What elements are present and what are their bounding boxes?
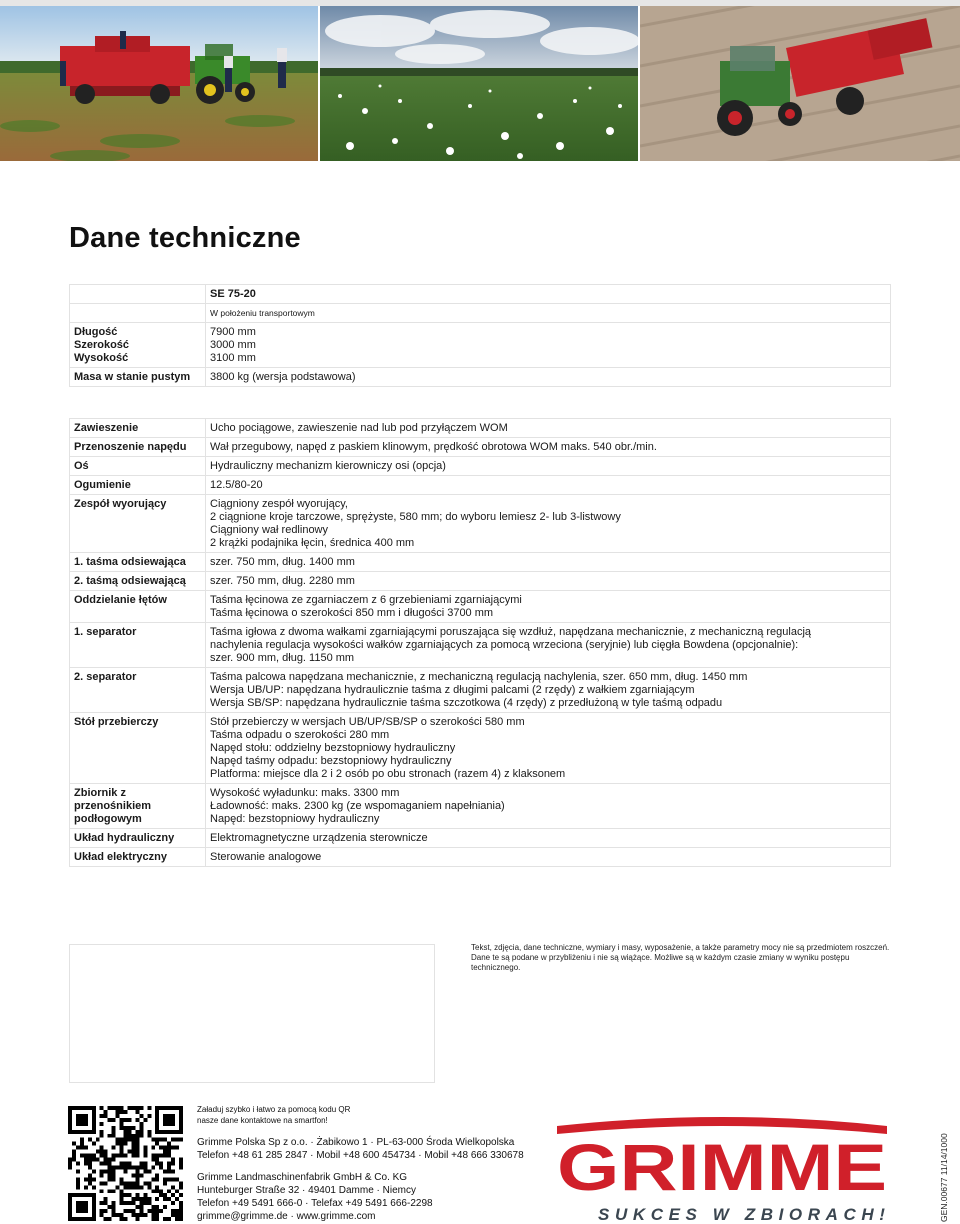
spec-row — [70, 784, 891, 829]
spec-label: 2. taśmą odsiewającą — [70, 572, 206, 591]
photo-harvester-tractor — [0, 6, 318, 161]
spec-label: 1. separator — [70, 623, 206, 668]
spec-value: Sterowanie analogowe — [206, 848, 891, 867]
spec-value: Taśma igłowa z dwoma wałkami zgarniającymi poruszająca się wzdłuż, napędzana mechanicznie, z mechaniczną regulacją nachylenia regulacja wysokości wałków zgarniających za pomocą wrzeciona (seryjnie) lub cięgła Bowdena (opcjonalnie): szer. 900 mm, dług. 1150 mm — [206, 623, 891, 668]
grimme-logo — [553, 1112, 891, 1198]
address-germany: Grimme Landmaschinenfabrik GmbH & Co. KG Hunteburger Straße 32 · 49401 Damme · Niemcy Telefon +49 5491 666-0 · Telefax +49 5491 666-2298 grimme@grimme.de · www.grimme.com — [197, 1171, 537, 1223]
spec-value: Elektromagnetyczne urządzenia sterownicze — [206, 829, 891, 848]
spec-label: Zbiornik z przenośnikiem podłogowym — [70, 784, 206, 829]
logo-text: GRIMME — [557, 1130, 887, 1198]
spec-row — [70, 572, 891, 591]
spec-label: 2. separator — [70, 668, 206, 713]
spec-row — [70, 553, 891, 572]
spec-label: Stół przebierczy — [70, 713, 206, 784]
email-website[interactable]: grimme@grimme.de · www.grimme.com — [197, 1211, 376, 1222]
spec-label: 1. taśma odsiewająca — [70, 553, 206, 572]
photo-potato-field — [320, 6, 638, 161]
spec-value: Stół przebierczy w wersjach UB/UP/SB/SP o szerokości 580 mm Taśma odpadu o szerokości 280 mm Napęd stołu: oddzielny bezstopniowy hydrauliczny Napęd taśmy odpadu: bezstopniowy hydrauliczny Platforma: miejsce dla 2 i 2 osób po obu stronach (razem 4) z klaksonem — [206, 713, 891, 784]
spec-label: Zawieszenie — [70, 419, 206, 438]
mass-value: 3800 kg (wersja podstawowa) — [206, 368, 891, 387]
spec-value: szer. 750 mm, dług. 1400 mm — [206, 553, 891, 572]
spec-row — [70, 419, 891, 438]
spec-row — [70, 623, 891, 668]
spec-label: Oddzielanie łętów — [70, 591, 206, 623]
model-name: SE 75-20 — [206, 285, 891, 304]
page-title: Dane techniczne — [69, 222, 301, 254]
slogan: SUKCES W ZBIORACH! — [598, 1205, 891, 1224]
spec-row — [70, 829, 891, 848]
spec-label: Zespół wyorujący — [70, 495, 206, 553]
spec-label: Oś — [70, 457, 206, 476]
qr-code-icon — [68, 1106, 183, 1221]
spec-label: Układ hydrauliczny — [70, 829, 206, 848]
dimensions-values: 7900 mm 3000 mm 3100 mm — [206, 323, 891, 368]
spec-value: 12.5/80-20 — [206, 476, 891, 495]
spec-value: Ciągniony zespół wyorujący, 2 ciągnione kroje tarczowe, sprężyste, 580 mm; do wyboru lemiesz 2- lub 3-listwowy Ciągniony wał redlinowy 2 krążki podajnika łęcin, średnica 400 mm — [206, 495, 891, 553]
spec-row — [70, 713, 891, 784]
spec-row — [70, 668, 891, 713]
disclaimer-text: Tekst, zdjęcia, dane techniczne, wymiary i masy, wyposażenie, a także parametry mocy nie są przedmiotem roszczeń. Dane te są podane w przybliżeniu i nie są wiążące. Możliwe są w każdym czasie zmiany w wyniku postępu technicznego. — [471, 943, 890, 972]
document-id: GEN.00677 11/14/1000 — [939, 1133, 949, 1222]
photo-tractor-harvester — [640, 6, 960, 161]
dimensions-table — [69, 284, 891, 387]
spec-label: Przenoszenie napędu — [70, 438, 206, 457]
spec-value: Wał przegubowy, napęd z paskiem klinowym, prędkość obrotowa WOM maks. 540 obr./min. — [206, 438, 891, 457]
spec-label: Układ elektryczny — [70, 848, 206, 867]
spec-value: Wysokość wyładunku: maks. 3300 mm Ładowność: maks. 2300 kg (ze wspomaganiem napełniania) Napęd: bezstopniowy hydrauliczny — [206, 784, 891, 829]
spec-row — [70, 591, 891, 623]
spec-value: Taśma palcowa napędzana mechanicznie, z mechaniczną regulacją nachylenia, szer. 650 mm, dług. 1450 mm Wersja UB/UP: napędzana hydraulicznie taśma z długimi palcami (2 rzędy) z wałkiem zgarniającym Wersja SB/SP: napędzana hydraulicznie taśma szczotkowa (4 rzędy) z przedłużoną w tyle taśmą odpadu — [206, 668, 891, 713]
spec-value: Ucho pociągowe, zawieszenie nad lub pod przyłączem WOM — [206, 419, 891, 438]
empty-dealer-stamp-box — [69, 944, 435, 1083]
dimensions-labels: Długość Szerokość Wysokość — [70, 323, 206, 368]
spec-row — [70, 848, 891, 867]
specifications-table — [69, 418, 891, 867]
qr-note: Załaduj szybko i łatwo za pomocą kodu QR nasze dane kontaktowe na smartfon! — [197, 1105, 351, 1125]
address-poland: Grimme Polska Sp z o.o. · Żabikowo 1 · PL-63-000 Środa Wielkopolska Telefon +48 61 285 2847 · Mobil +48 600 454734 · Mobil +48 666 330678 — [197, 1137, 524, 1161]
mass-label: Masa w stanie pustym — [70, 368, 206, 387]
spec-row — [70, 438, 891, 457]
spec-value: Hydrauliczny mechanizm kierowniczy osi (opcja) — [206, 457, 891, 476]
spec-value: Taśma łęcinowa ze zgarniaczem z 6 grzebieniami zgarniającymi Taśma łęcinowa o szerokości 850 mm i długości 3700 mm — [206, 591, 891, 623]
spec-row — [70, 457, 891, 476]
spec-row — [70, 476, 891, 495]
position-note: W położeniu transportowym — [206, 304, 891, 323]
spec-value: szer. 750 mm, dług. 2280 mm — [206, 572, 891, 591]
spec-label: Ogumienie — [70, 476, 206, 495]
contact-block — [197, 1104, 537, 1224]
spec-row — [70, 495, 891, 553]
